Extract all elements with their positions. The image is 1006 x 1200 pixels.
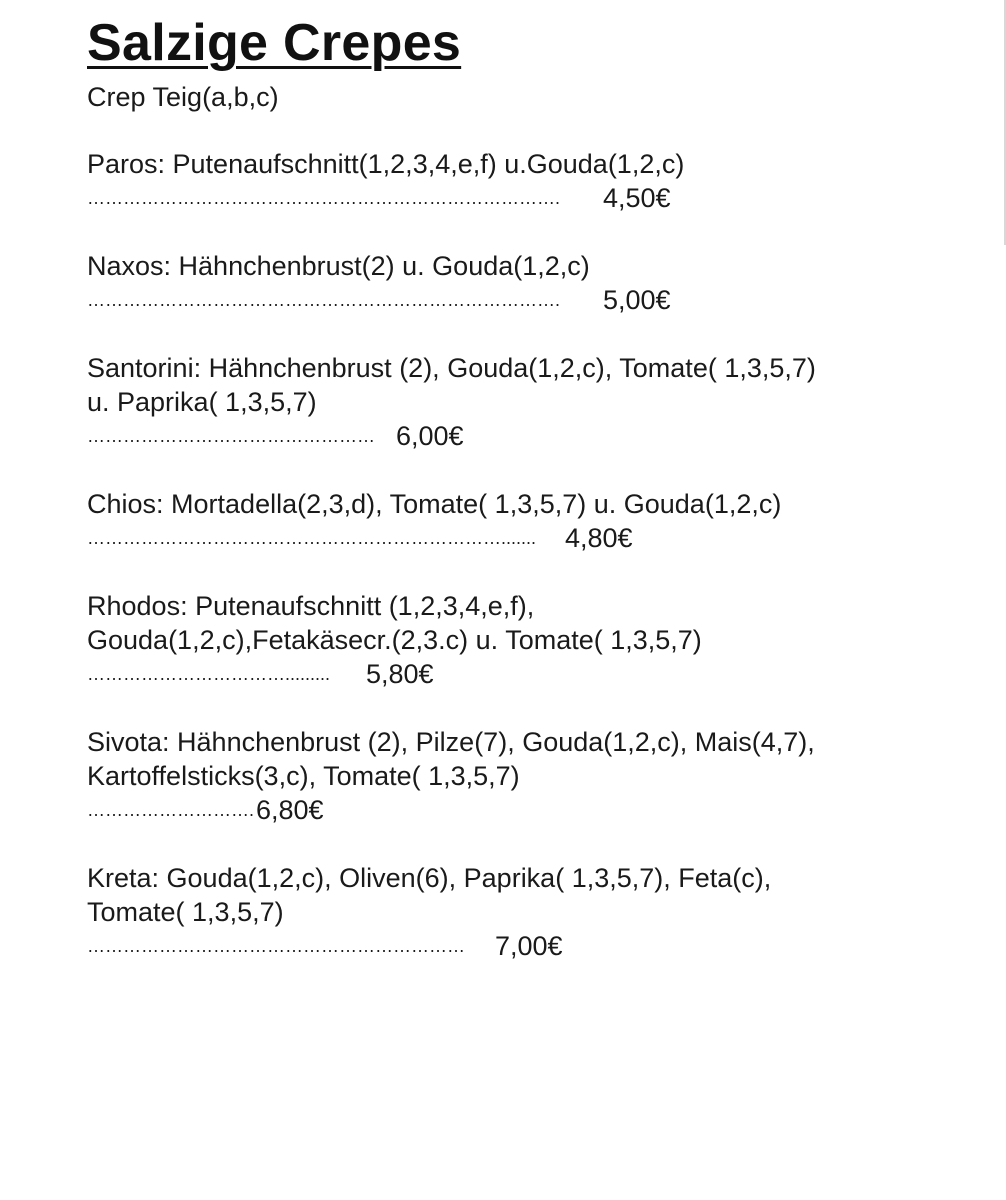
item-price: 4,50€ — [603, 183, 671, 213]
item-description-line: Santorini: Hähnchenbrust (2), Gouda(1,2,c), Tomate( 1,3,5,7) — [87, 353, 816, 383]
menu-item-rhodos — [87, 589, 887, 691]
item-description-line: Naxos: Hähnchenbrust(2) u. Gouda(1,2,c) — [87, 251, 590, 281]
dot-leader: ……………………………………………………………………. — [87, 290, 561, 310]
price-line — [87, 283, 887, 317]
menu-item-kreta — [87, 861, 887, 963]
item-price: 7,00€ — [495, 931, 563, 961]
item-price: 4,80€ — [565, 523, 633, 553]
menu-item-santorini — [87, 351, 887, 453]
price-line — [87, 929, 887, 963]
item-description-line: u. Paprika( 1,3,5,7) — [87, 387, 317, 417]
menu-item-chios — [87, 487, 887, 555]
menu-item-naxos — [87, 249, 887, 317]
dot-leader: ………………………. — [87, 800, 255, 820]
item-price: 5,00€ — [603, 285, 671, 315]
item-price: 5,80€ — [366, 659, 434, 689]
dot-leader: ……………………………………………………………………. — [87, 188, 561, 208]
item-description-line: Sivota: Hähnchenbrust (2), Pilze(7), Gouda(1,2,c), Mais(4,7), — [87, 727, 815, 757]
price-line — [87, 181, 887, 215]
dot-leader: ……………………………………………………… — [87, 936, 465, 956]
price-line — [87, 793, 887, 827]
item-price: 6,80€ — [256, 795, 324, 825]
price-line — [87, 521, 887, 555]
item-description-line: Paros: Putenaufschnitt(1,2,3,4,e,f) u.Gouda(1,2,c) — [87, 149, 685, 179]
dot-leader: ……………………………......... — [87, 664, 331, 684]
price-line — [87, 657, 887, 691]
menu-item-sivota — [87, 725, 887, 827]
item-description-line: Kartoffelsticks(3,c), Tomate( 1,3,5,7) — [87, 761, 520, 791]
item-description-line: Gouda(1,2,c),Fetakäsecr.(2,3.c) u. Tomate( 1,3,5,7) — [87, 625, 702, 655]
dough-note: Crep Teig(a,b,c) — [87, 82, 279, 112]
dot-leader: ………………………………………… — [87, 426, 375, 446]
menu-item-paros — [87, 147, 887, 215]
item-description-line: Tomate( 1,3,5,7) — [87, 897, 284, 927]
item-description-line: Chios: Mortadella(2,3,d), Tomate( 1,3,5,7) u. Gouda(1,2,c) — [87, 489, 782, 519]
item-price: 6,00€ — [396, 421, 464, 451]
dot-leader: ……………………………………………………………....... — [87, 528, 537, 548]
page-title: Salzige Crepes — [87, 14, 462, 72]
item-description-line: Rhodos: Putenaufschnitt (1,2,3,4,e,f), — [87, 591, 535, 621]
item-description-line: Kreta: Gouda(1,2,c), Oliven(6), Paprika( 1,3,5,7), Feta(c), — [87, 863, 772, 893]
price-line — [87, 419, 887, 453]
